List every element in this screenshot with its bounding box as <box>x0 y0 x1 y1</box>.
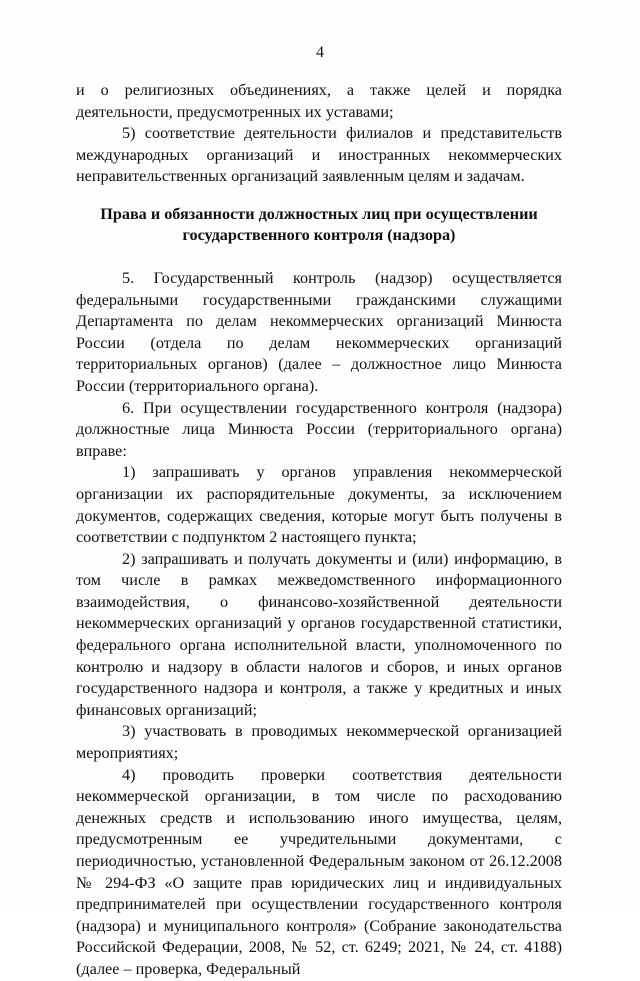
paragraph-subitem-3: 3) участвовать в проводимых некоммерческой организацией мероприятиях; <box>76 722 562 763</box>
paragraph-clause-6: 6. При осуществлении государственного контроля (надзора) должностные лица Минюста России (территориального органа) вправе: <box>76 398 562 460</box>
paragraph-clause-5: 5. Государственный контроль (надзор) осуществляется федеральными государственными гражданскими служащими Департамента по делам некоммерческих организаций Минюста России (отдела по делам некоммерческих организаций территориальных органов) (далее – должностное лицо Минюста России (территориального органа). <box>76 268 562 395</box>
page-number: 4 <box>316 44 324 61</box>
paragraph-item-5: 5) соответствие деятельности филиалов и представительств международных организаций и иностранных некоммерческих неправительственных организаций заявленным целям и задачам. <box>76 124 562 186</box>
document-body <box>76 80 562 981</box>
paragraph-subitem-2: 2) запрашивать и получать документы и (или) информацию, в том числе в рамках межведомственного информационного взаимодействия, о финансово-хозяйственной деятельности некоммерческих организаций у органов государственной статистики, федерального органа исполнительной власти, уполномоченного по контролю и надзору в области налогов и сборов, и иных органов государственного надзора и контроля, а также у кредитных и иных финансовых организаций; <box>76 549 562 719</box>
paragraph-subitem-1: 1) запрашивать у органов управления некоммерческой организации их распорядительные документы, за исключением документов, содержащих сведения, которые могут быть получены в соответствии с подпунктом 2 настоящего пункта; <box>76 463 562 547</box>
section-heading: Права и обязанности должностных лиц при осуществлении государственного контроля (надзора) <box>100 204 538 244</box>
paragraph-subitem-4: 4) проводить проверки соответствия деятельности некоммерческой организации, в том числе по расходованию денежных средств и использованию иного имущества, целям, предусмотренным ее учредительными документами, с периодичностью, установленной Федеральным законом от 26.12.2008 № 294-ФЗ «О защите прав юридических лиц и индивидуальных предпринимателей при осуществлении государственного контроля (надзора) и муниципального контроля» (Собрание законодательства Российской Федерации, 2008, № 52, ст. 6249; 2021, № 24, ст. 4188) (далее – проверка, Федеральный <box>76 765 562 978</box>
paragraph-continuation: и о религиозных объединениях, а также целей и порядка деятельности, предусмотренных их уставами; <box>76 81 562 121</box>
